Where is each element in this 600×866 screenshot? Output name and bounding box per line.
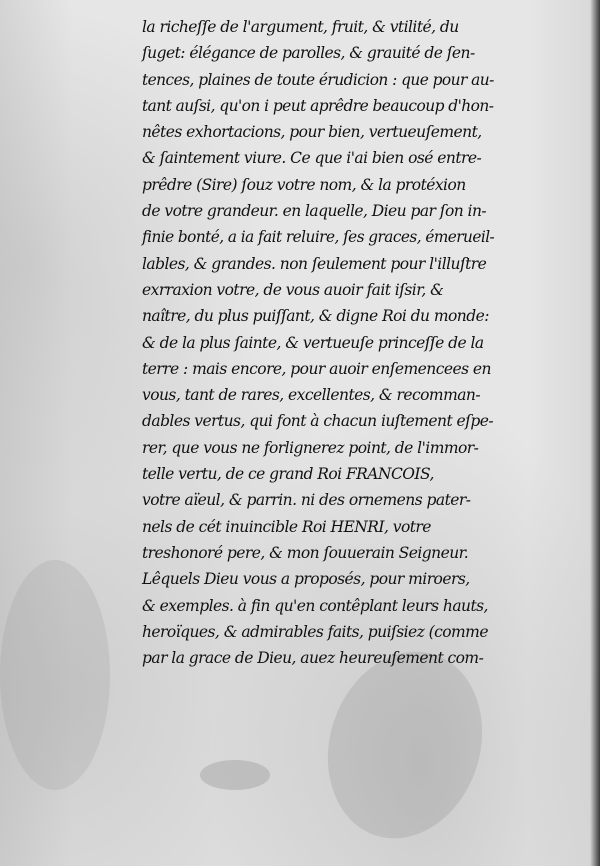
text-line: nels de cét inuincible Roi HENRI, votre: [142, 517, 431, 536]
text-line: treshonoré pere, & mon ſouuerain Seigneur.: [142, 543, 469, 562]
page-edge-shadow: [590, 0, 600, 866]
text-line: prêdre (Sire) ſouz votre nom, & la protéxion: [142, 175, 466, 194]
text-line: lables, & grandes. non ſeulement pour l'illuſtre: [142, 254, 487, 273]
text-line: telle vertu, de ce grand Roi FRANCOIS,: [142, 465, 434, 484]
text-line: & ſaintement viure. Ce que i'ai bien osé entre-: [142, 149, 482, 168]
text-line: par la grace de Dieu, auez heureuſement com-: [142, 649, 484, 668]
body-text: [142, 14, 494, 671]
text-line: tant auſsi, qu'on i peut aprêdre beaucoup d'hon-: [142, 96, 494, 115]
text-line: ſuget: élégance de parolles, & grauité de ſen-: [142, 44, 475, 63]
text-line: la richeſſe de l'argument, fruit, & vtilité, du: [142, 18, 459, 36]
text-line: finie bonté, a ia fait reluire, ſes graces, émerueil-: [142, 228, 495, 247]
text-line: naître, du plus puiſſant, & digne Roi du monde:: [142, 307, 489, 326]
text-line: & exemples. à fin qu'en contêplant leurs hauts,: [142, 596, 488, 615]
text-line: tences, plaines de toute érudicion : que pour au-: [142, 70, 494, 89]
text-line: vous, tant de rares, excellentes, & recomman-: [142, 386, 481, 405]
text-line: votre aïeul, & parrin. ni des ornemens pater-: [142, 491, 471, 510]
text-line: & de la plus ſainte, & vertueuſe princeſſe de la: [142, 333, 484, 352]
paper-stain: [200, 760, 270, 790]
paper-stain: [0, 560, 110, 790]
text-line: dables vertus, qui font à chacun iuſtement eſpe-: [142, 412, 494, 431]
text-line: terre : mais encore, pour auoir enſemencees en: [142, 359, 491, 378]
text-line: rer, que vous ne forlignerez point, de l'immor-: [142, 438, 479, 457]
text-line: heroïques, & admirables faits, puiſsiez (comme: [142, 622, 488, 641]
text-line: Lêquels Dieu vous a proposés, pour miroers,: [142, 570, 470, 589]
text-line: exrraxion votre, de vous auoir fait iſsir, &: [142, 280, 444, 299]
text-line: nêtes exhortacions, pour bien, vertueuſement,: [142, 123, 482, 142]
text-line: de votre grandeur. en laquelle, Dieu par ſon in-: [142, 202, 487, 221]
